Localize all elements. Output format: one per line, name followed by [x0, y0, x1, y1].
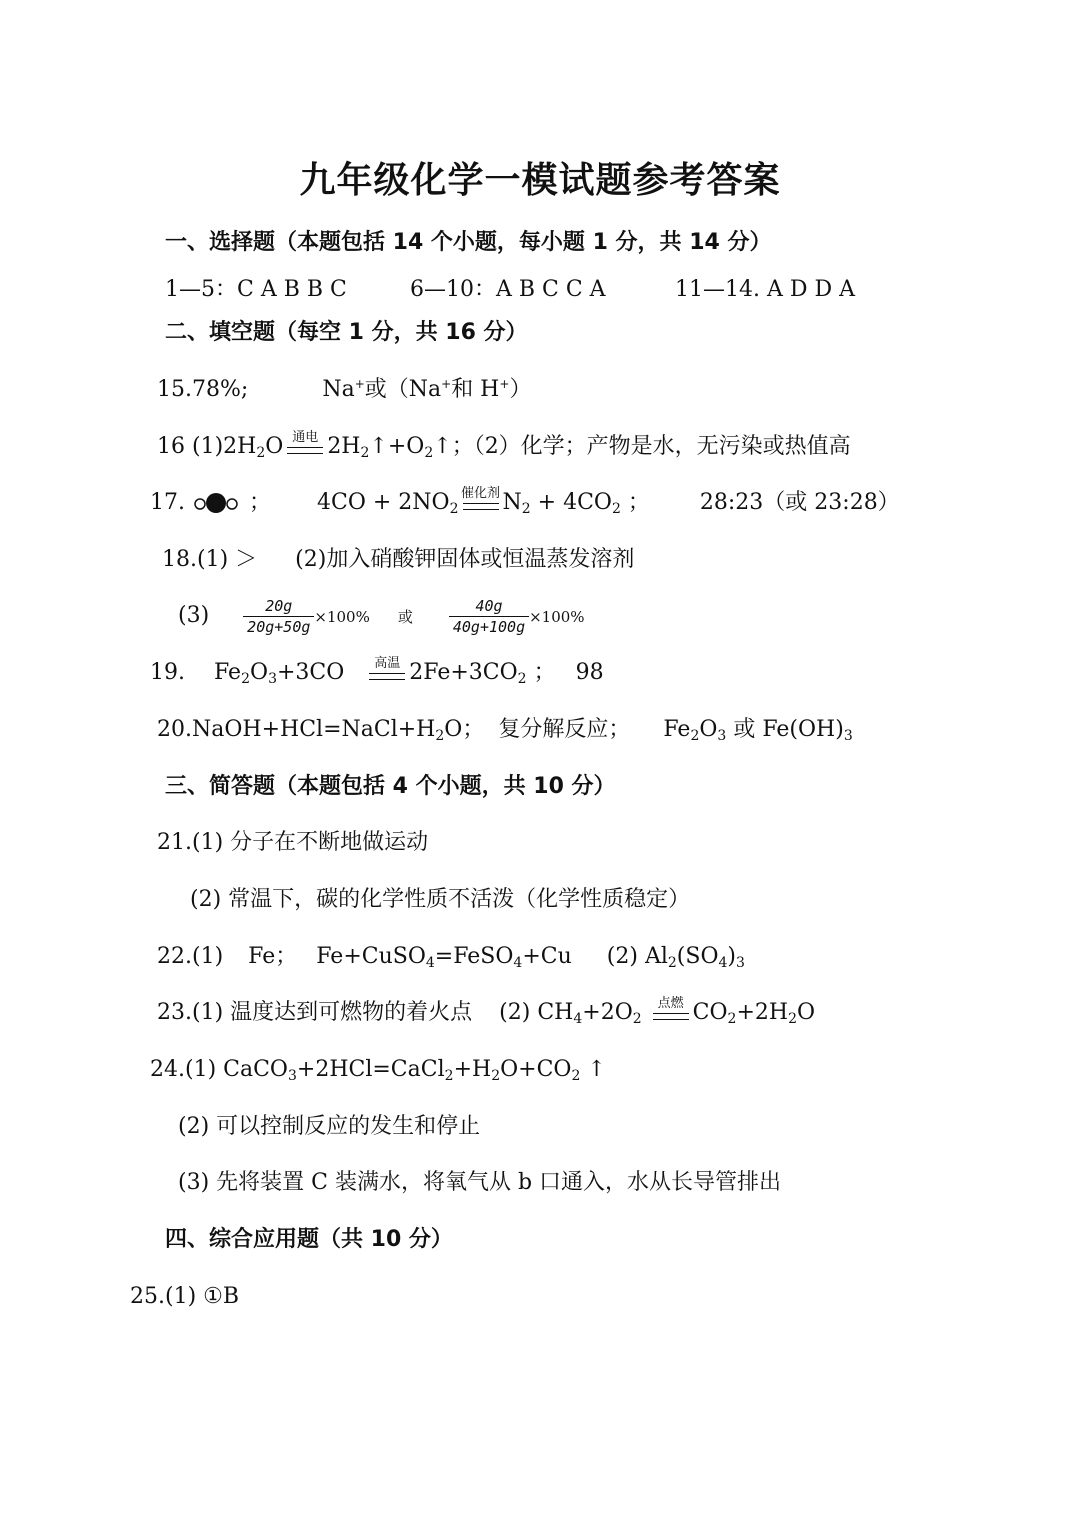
q15-mid2: 和 H	[451, 377, 500, 402]
q18-part3: (3)	[178, 603, 210, 628]
answer-18	[162, 545, 634, 575]
answer-17: 17. ； $4CO + 2NO_2$ 催化剂 $N_2 + 4CO_2$ ； 28:23（或 23:28）	[150, 488, 900, 518]
q19-number: 19.	[150, 660, 185, 685]
fraction-2	[449, 596, 529, 637]
q16-number: 16 (1)	[157, 434, 224, 459]
q23-number: 23.(1) 温度达到可燃物的着火点	[157, 1000, 473, 1025]
answer-16: 16 $(1)2H_2O$ 通电 $2H_2↑+O_2↑$；（2）化学；产物是水，无污染或热值高	[157, 432, 851, 462]
q15-end: ）	[509, 377, 532, 402]
q18-part2: (2)加入硝酸钾固体或恒温蒸发溶剂	[295, 547, 635, 572]
section1-heading: 一、选择题（本题包括 14 个小题，每小题 1 分，共 14 分）	[165, 230, 772, 255]
q15-mid: 或（Na	[364, 377, 442, 402]
times-1: ×100%	[314, 608, 370, 626]
q19-tail: 98	[575, 660, 604, 685]
page-title: 九年级化学一模试题参考答案	[299, 160, 781, 201]
mc-group-3: 11—14. A D D A	[675, 277, 856, 302]
mc-group-1: 1—5：C A B B C	[165, 277, 347, 302]
molecule-icon	[192, 491, 242, 515]
answer-20: $20.NaOH+HCl=NaCl+H_2O$； 复分解反应； $Fe_2O_3$ 或 $Fe(OH)_3$	[157, 717, 853, 744]
q15-sup2: +	[441, 377, 452, 391]
condition-label: 高温	[374, 656, 401, 671]
q18-part1: (1) ＞	[197, 547, 258, 572]
condition-arrow	[651, 996, 691, 1023]
answer-19: 19. $Fe_2O_3+3CO$ 高温 $2Fe+3CO_2$ ； 98	[150, 658, 604, 688]
condition-arrow	[460, 486, 501, 513]
q22-number: 22.(1)	[157, 944, 224, 969]
q20-type: 复分解反应；	[498, 717, 631, 742]
q20-or: 或	[733, 717, 756, 742]
times-2: ×100%	[529, 608, 585, 626]
q18-number: 18.	[162, 547, 197, 572]
answer-24-3: (3) 先将装置 C 装满水，将氧气从 b 口通入，水从长导管排出	[178, 1170, 782, 1195]
q15-na: Na	[322, 377, 355, 402]
answer-24-1: 24.(1) $CaCO_3+2HCl=CaCl_2+H_2O+CO_2$ ↑	[150, 1057, 606, 1084]
section3-heading: 三、简答题（本题包括 4 个小题，共 10 分）	[165, 774, 616, 799]
fraction-2-num: 40g	[449, 596, 529, 617]
condition-arrow	[285, 430, 325, 457]
q15-number: 15.	[157, 377, 192, 402]
section4-heading: 四、综合应用题（共 10 分）	[165, 1227, 453, 1252]
condition-label: 通电	[292, 430, 319, 445]
fraction-1-den: 20g+50g	[247, 617, 311, 636]
q16-part2: ；（2）化学；产物是水，无污染或热值高	[451, 434, 851, 459]
section2-heading: 二、填空题（每空 1 分，共 16 分）	[165, 320, 528, 345]
mc-group-2: 6—10：A B C C A	[410, 277, 606, 302]
q20-number: 20.	[157, 717, 192, 742]
answer-25: 25.(1) ①B	[130, 1284, 240, 1309]
q17-ratio: 28:23（或 23:28）	[699, 490, 900, 515]
fraction-2-den: 40g+100g	[452, 617, 526, 636]
q23-part2: (2)	[499, 1000, 531, 1025]
answer-15	[157, 375, 531, 405]
q22-fe: Fe；	[248, 944, 298, 969]
q24-number: 24.(1)	[150, 1057, 217, 1082]
q15-sup1: +	[354, 377, 365, 391]
answer-24-2: (2) 可以控制反应的发生和停止	[178, 1114, 481, 1139]
q15-sup3: +	[499, 377, 510, 391]
answer-21-2: (2) 常温下，碳的化学性质不活泼（化学性质稳定）	[190, 887, 691, 912]
q15-a: 78%;	[192, 377, 249, 402]
answer-23: 23.(1) 温度达到可燃物的着火点 (2) $CH_4+2O_2$ 点燃 $CO_2+2H_2O$	[157, 998, 815, 1028]
q22-part2: (2)	[606, 944, 638, 969]
condition-label: 催化剂	[460, 486, 500, 501]
or-label: 或	[397, 608, 413, 626]
answer-18-3	[178, 592, 585, 641]
answer-21-1: 21.(1) 分子在不断地做运动	[157, 830, 429, 855]
q17-number: 17.	[150, 490, 185, 515]
condition-label: 点燃	[657, 996, 684, 1011]
condition-arrow	[367, 656, 407, 683]
fraction-1-num: 20g	[243, 596, 314, 617]
fraction-1	[243, 596, 314, 637]
answer-22: 22.(1) Fe； Fe+CuSO$_4$=FeSO$_4$+Cu (2) $Al_2(SO_4)_3$	[157, 944, 745, 971]
